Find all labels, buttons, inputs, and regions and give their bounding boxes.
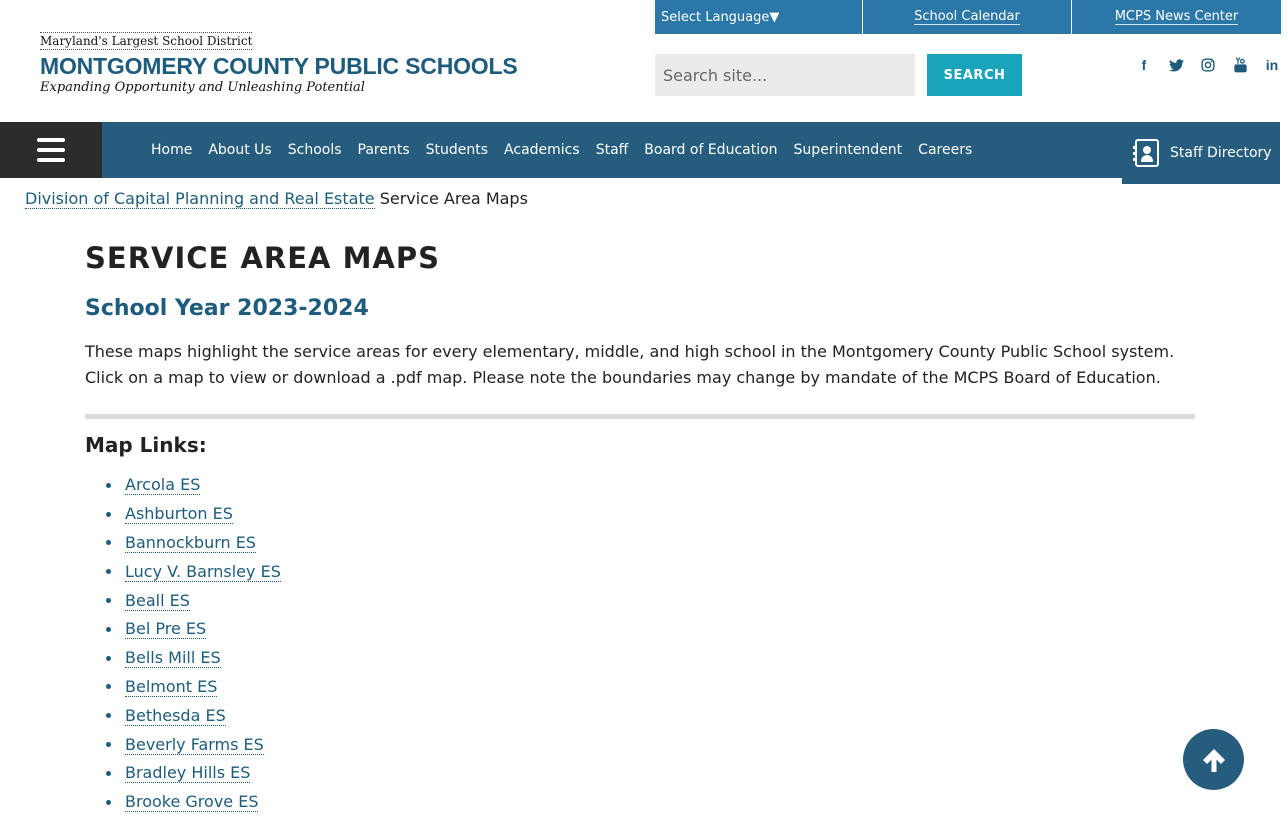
instagram-icon[interactable] [1192, 54, 1224, 76]
bullet-icon [106, 627, 111, 632]
map-links-heading: Map Links: [85, 433, 207, 457]
bullet-icon [106, 771, 111, 776]
map-link[interactable]: Beall ES [125, 590, 190, 610]
nav-item-board-of-education[interactable]: Board of Education [644, 142, 778, 158]
news-center-cell [1072, 0, 1281, 34]
list-item [106, 529, 1195, 558]
search-button[interactable]: SEARCH [927, 54, 1022, 96]
youtube-icon[interactable] [1224, 54, 1256, 76]
bullet-icon [106, 656, 111, 661]
main-content [85, 240, 1195, 817]
map-link[interactable]: Beverly Farms ES [125, 734, 264, 754]
nav-item-careers[interactable]: Careers [918, 142, 973, 158]
map-link[interactable]: Brooke Grove ES [125, 792, 259, 812]
school-year-heading: School Year 2023-2024 [85, 296, 369, 321]
map-link[interactable]: Belmont ES [125, 676, 218, 696]
menu-icon-bar [37, 158, 65, 162]
list-item [106, 759, 1195, 788]
logo-motto: Expanding Opportunity and Unleashing Potential [40, 80, 365, 95]
staff-directory-button[interactable] [1122, 122, 1280, 184]
bullet-icon [106, 598, 111, 603]
section-divider [85, 414, 1195, 419]
bullet-icon [106, 569, 111, 574]
arrow-up-icon [1201, 746, 1227, 774]
logo-district-name: MONTGOMERY COUNTY PUBLIC SCHOOLS [40, 53, 518, 79]
nav-item-about-us[interactable]: About Us [208, 142, 272, 158]
bullet-icon [106, 483, 111, 488]
map-link[interactable]: Bannockburn ES [125, 532, 256, 552]
news-center-link[interactable]: MCPS News Center [1114, 9, 1239, 24]
menu-icon-bar [37, 148, 65, 152]
school-calendar-link[interactable]: School Calendar [914, 9, 1020, 24]
nav-item-superintendent[interactable]: Superintendent [793, 142, 903, 158]
bullet-icon [106, 800, 111, 805]
nav-item-students[interactable]: Students [425, 142, 489, 158]
map-link[interactable]: Ashburton ES [125, 504, 233, 524]
map-link[interactable]: Bradley Hills ES [125, 763, 251, 783]
contact-book-icon [1135, 139, 1159, 167]
nav-item-staff[interactable]: Staff [595, 142, 629, 158]
nav-item-academics[interactable]: Academics [504, 142, 580, 158]
nav-item-parents[interactable]: Parents [357, 142, 410, 158]
facebook-icon[interactable]: f [1141, 57, 1147, 73]
map-link[interactable]: Bells Mill ES [125, 648, 221, 668]
list-item [106, 586, 1195, 615]
main-nav [0, 122, 1280, 178]
list-item [106, 557, 1195, 586]
nav-items [143, 122, 980, 178]
utility-bar [655, 0, 1281, 34]
list-item [106, 788, 1195, 817]
map-links-list [106, 471, 1195, 817]
list-item [106, 701, 1195, 730]
linkedin-icon[interactable]: in [1265, 57, 1279, 73]
map-link[interactable]: Bel Pre ES [125, 619, 207, 639]
list-item [106, 471, 1195, 500]
staff-directory-label: Staff Directory [1170, 145, 1272, 161]
list-item [106, 730, 1195, 759]
back-to-top-button[interactable] [1183, 729, 1244, 790]
bullet-icon [106, 713, 111, 718]
nav-item-home[interactable]: Home [151, 142, 193, 158]
list-item [106, 500, 1195, 529]
intro-paragraph: These maps highlight the service areas for every elementary, middle, and high school in the Montgomery County Public School system. Click on a map to view or download a .pdf map. Please note the boundaries may change by mandate of the MCPS Board of Education. [85, 342, 1175, 387]
language-select[interactable]: Select Language▼ [655, 0, 863, 34]
breadcrumb-current: Service Area Maps [379, 189, 528, 208]
district-logo[interactable] [40, 30, 517, 95]
nav-item-schools[interactable]: Schools [287, 142, 342, 158]
bullet-icon [106, 512, 111, 517]
logo-tagline: Maryland's Largest School District [40, 34, 253, 48]
bullet-icon [106, 540, 111, 545]
map-link[interactable]: Bethesda ES [125, 705, 226, 725]
site-header [0, 0, 1280, 122]
hamburger-menu-button[interactable] [0, 122, 102, 178]
list-item [106, 644, 1195, 673]
list-item [106, 615, 1195, 644]
breadcrumb-parent-link[interactable]: Division of Capital Planning and Real Estate [25, 189, 375, 208]
twitter-icon[interactable] [1160, 54, 1192, 76]
page-title: SERVICE AREA MAPS [85, 241, 441, 275]
map-link[interactable]: Arcola ES [125, 475, 201, 495]
social-links [1128, 54, 1288, 76]
menu-icon-bar [37, 138, 65, 142]
bullet-icon [106, 684, 111, 689]
bullet-icon [106, 742, 111, 747]
breadcrumb [25, 189, 528, 208]
search-input[interactable] [655, 54, 915, 96]
map-link[interactable]: Lucy V. Barnsley ES [125, 561, 281, 581]
school-calendar-cell [863, 0, 1072, 34]
list-item [106, 673, 1195, 702]
